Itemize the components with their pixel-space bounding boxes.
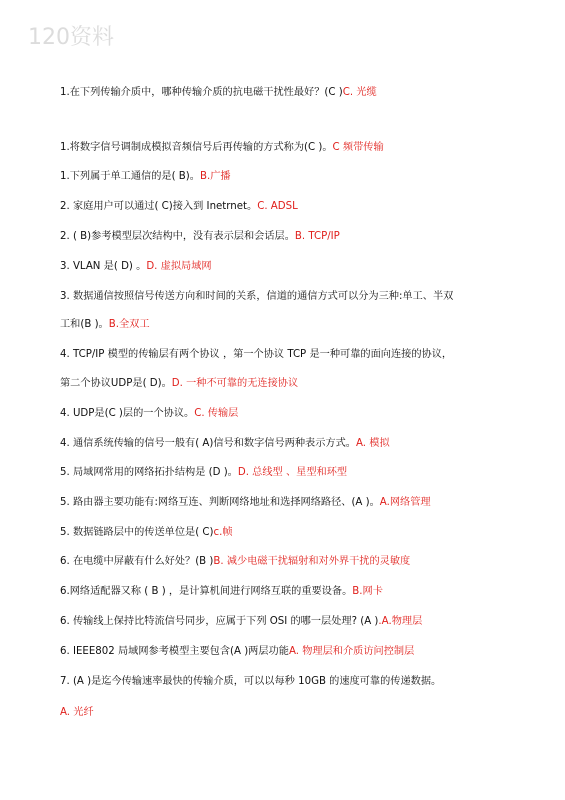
answer-text: .A.物理层 bbox=[378, 616, 423, 627]
answer-text: B.全双工 bbox=[108, 319, 150, 330]
answer-text: A.网络管理 bbox=[379, 497, 431, 508]
answer-text: A. 模拟 bbox=[356, 438, 390, 449]
question-line: 2. ( B)参考模型层次结构中，没有表示层和会话层。B. TCP/IP bbox=[60, 231, 340, 242]
answer-text: c.帧 bbox=[213, 527, 233, 538]
question-line: 6. 传输线上保持比特流信号同步，应属于下列 OSI 的哪一层处理? (A ).A.物理层 bbox=[60, 616, 423, 627]
answer-text: C 频带传输 bbox=[332, 142, 384, 153]
answer-text: C. 光缆 bbox=[342, 87, 377, 98]
question-line: 4. 通信系统传输的信号一般有( A)信号和数字信号两种表示方式。A. 模拟 bbox=[60, 438, 390, 449]
question-line: 3. 数据通信按照信号传送方向和时间的关系，信道的通信方式可以分为三种:单工、半双 bbox=[60, 291, 454, 302]
question-line: 第二个协议UDP是( D)。D. 一种不可靠的无连接协议 bbox=[60, 378, 299, 389]
question-line: 4. UDP是(C )层的一个协议。C. 传输层 bbox=[60, 408, 239, 419]
watermark-logo: 120资料 bbox=[28, 25, 114, 50]
question-line: 2. 家庭用户可以通过( C)接入到 Inetrnet。C. ADSL bbox=[60, 201, 298, 212]
answer-text: D. 虚拟局域网 bbox=[146, 261, 212, 272]
question-line: 6.网络适配器又称 ( B ) ，是计算机间进行网络互联的重要设备。B.网卡 bbox=[60, 586, 383, 597]
answer-text: C. 传输层 bbox=[194, 408, 239, 419]
question-line: 1.下列属于单工通信的是( B)。B.广播 bbox=[60, 171, 231, 182]
question-line: 6. 在电缆中屏蔽有什么好处？(B )B. 减少电磁干扰辐射和对外界干扰的灵敏度 bbox=[60, 556, 411, 567]
answer-text: B. TCP/IP bbox=[294, 231, 340, 242]
question-line: 4. TCP/IP 模型的传输层有两个协议 ，第一个协议 TCP 是一种可靠的面向连接的协议， bbox=[60, 349, 453, 360]
question-line: 5. 局域网常用的网络拓扑结构是 (D )。D. 总线型 、星型和环型 bbox=[60, 467, 348, 478]
answer-text: A. 物理层和介质访问控制层 bbox=[288, 646, 415, 657]
question-line: 5. 数据链路层中的传送单位是( C)c.帧 bbox=[60, 527, 233, 538]
answer-text: A. 光纤 bbox=[60, 707, 94, 718]
question-line: 1.在下列传输介质中，哪种传输介质的抗电磁干扰性最好？(C )C. 光缆 bbox=[60, 87, 377, 98]
answer-text: B. 减少电磁干扰辐射和对外界干扰的灵敏度 bbox=[213, 556, 411, 567]
question-line: 5. 路由器主要功能有:网络互连、判断网络地址和选择网络路径、(A )。A.网络管理 bbox=[60, 497, 431, 508]
question-line bbox=[60, 706, 520, 720]
answer-text: B.网卡 bbox=[352, 586, 383, 597]
answer-text: B.广播 bbox=[199, 171, 231, 182]
answer-text: C. ADSL bbox=[257, 201, 298, 212]
question-line: 工和(B )。B.全双工 bbox=[60, 319, 150, 330]
answer-text: D. 一种不可靠的无连接协议 bbox=[171, 378, 299, 389]
question-line: 3. VLAN 是( D) 。D. 虚拟局域网 bbox=[60, 261, 212, 272]
answer-text: D. 总线型 、星型和环型 bbox=[237, 467, 348, 478]
question-line: 1.将数字信号调制成模拟音频信号后再传输的方式称为(C )。C 频带传输 bbox=[60, 142, 384, 153]
question-line: 6. IEEE802 局域网参考模型主要包含(A )两层功能A. 物理层和介质访问控制层 bbox=[60, 646, 415, 657]
question-line: 7. (A )是迄今传输速率最快的传输介质，可以以每秒 10GB 的速度可靠的传递数据。 bbox=[60, 676, 442, 687]
